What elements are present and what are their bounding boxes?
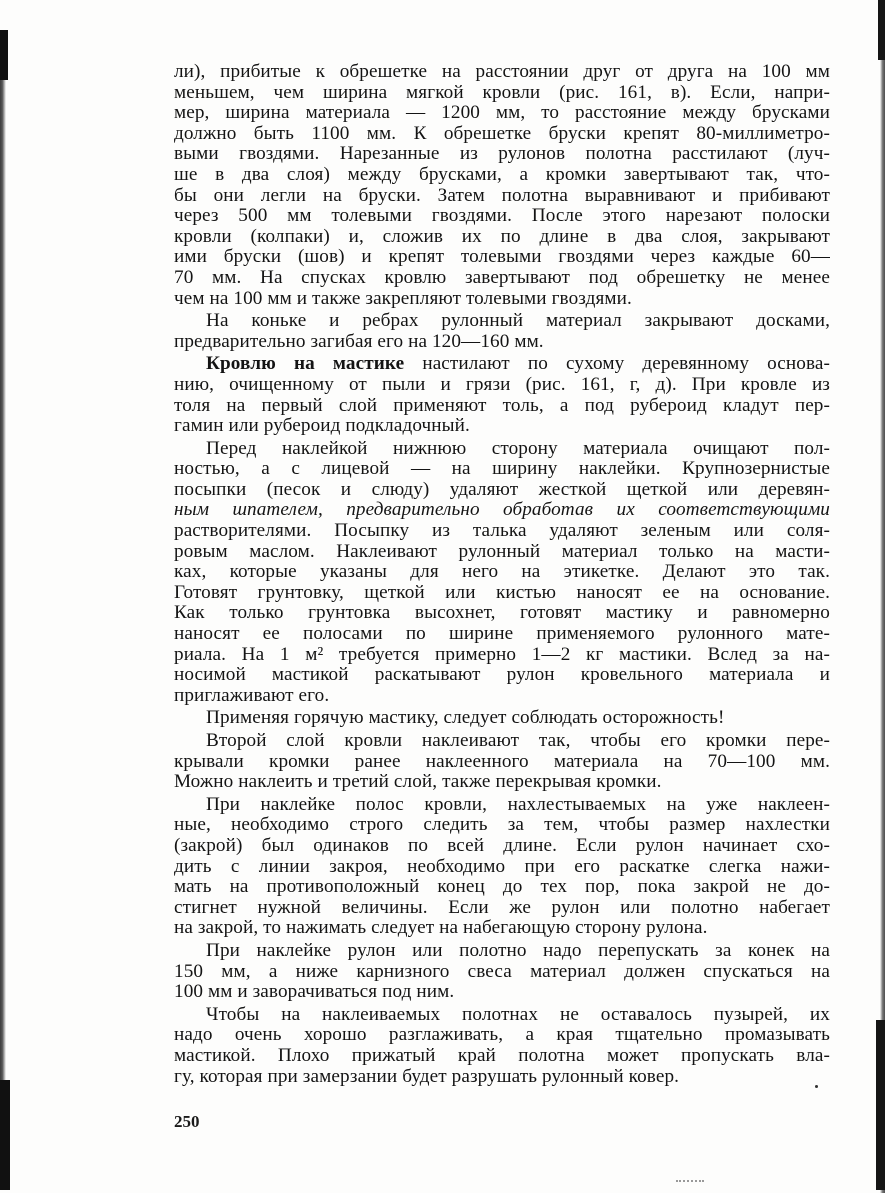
paragraph bbox=[174, 1005, 830, 1087]
scan-left-edge-shadow bbox=[0, 40, 6, 1190]
text-line bbox=[174, 289, 830, 310]
text-run: на закрой, то нажимать следует на набегающую сторону рулона. bbox=[174, 918, 708, 939]
text-line bbox=[174, 815, 830, 836]
text-line bbox=[174, 416, 830, 437]
text-line bbox=[174, 62, 830, 83]
text-run: ими бруски (шов) и крепят толевыми гвоздями через каждые 60— bbox=[174, 247, 830, 268]
text-run: При наклейке полос кровли, нахлестываемых на уже наклеен- bbox=[206, 794, 830, 815]
text-line bbox=[174, 459, 830, 480]
text-run: Готовят грунтовку, щеткой или кистью наносят ее на основание. bbox=[174, 582, 830, 603]
text-run: 70 мм. На спусках кровлю завертывают под обрешетку не менее bbox=[174, 267, 830, 288]
text-run: ках, которые указаны для него на этикетке. Делают это так. bbox=[174, 562, 830, 583]
text-run: риала. На 1 м² требуется примерно 1—2 кг мастики. Вслед за на- bbox=[174, 644, 830, 665]
text-line bbox=[174, 941, 830, 962]
text-line bbox=[174, 686, 830, 707]
paragraph bbox=[174, 708, 830, 729]
text-line bbox=[174, 1025, 830, 1046]
body-text bbox=[174, 62, 830, 1087]
text-run: крывали кромки ранее наклеенного материала на 70—100 мм. bbox=[174, 751, 830, 772]
text-run: толя на первый слой применяют толь, а под рубероид кладут пер- bbox=[174, 395, 830, 416]
text-run: надо очень хорошо разглаживать, а края тщательно промазывать bbox=[174, 1025, 830, 1046]
text-run: (закрой) был одинаков по всей длине. Если рулон начинает схо- bbox=[174, 835, 830, 856]
bold-lead-phrase: Кровлю на мастике bbox=[206, 354, 405, 375]
scan-left-edge-mark bbox=[0, 30, 8, 80]
text-line bbox=[174, 103, 830, 124]
paragraph bbox=[174, 354, 830, 436]
text-line bbox=[174, 227, 830, 248]
text-line bbox=[174, 1005, 830, 1026]
scan-left-edge-mark bbox=[0, 1080, 10, 1190]
paragraph bbox=[174, 439, 830, 707]
text-run: При наклейке рулон или полотно надо перепускать за конек на bbox=[206, 940, 830, 961]
page-number: 250 bbox=[174, 1112, 200, 1131]
text-line bbox=[174, 206, 830, 227]
text-run: гамин или рубероид подкладочный. bbox=[174, 416, 470, 437]
text-run: наносят ее полосами по ширине применяемого рулонного мате- bbox=[174, 624, 830, 645]
text-run: Как только грунтовка высохнет, готовят мастику и равномерно bbox=[174, 603, 830, 624]
text-run: Перед наклейкой нижнюю сторону материала очищают пол- bbox=[206, 438, 830, 459]
text-line bbox=[174, 1067, 830, 1088]
scan-right-edge-mark bbox=[878, 0, 885, 60]
text-line bbox=[174, 354, 830, 375]
text-run: нию, очищенному от пыли и грязи (рис. 161, г, д). При кровле из bbox=[174, 374, 830, 395]
text-run: меньшем, чем ширина мягкой кровли (рис. 161, в). Если, напри- bbox=[174, 82, 830, 103]
text-run: ные, необходимо строго следить за тем, чтобы размер нахлестки bbox=[174, 815, 830, 836]
text-run: предварительно загибая его на 120—160 мм. bbox=[174, 331, 544, 352]
text-run: ным шпателем, предварительно обработав их соответствующими bbox=[174, 500, 830, 521]
paragraph bbox=[174, 731, 830, 793]
text-run: растворителями. Посыпку из талька удаляют зеленым или соля- bbox=[174, 521, 830, 542]
text-run: Применяя горячую мастику, следует соблюдать осторожность! bbox=[206, 708, 725, 729]
text-line bbox=[174, 521, 830, 542]
text-line bbox=[174, 186, 830, 207]
text-line bbox=[174, 165, 830, 186]
text-line bbox=[174, 603, 830, 624]
text-line bbox=[174, 439, 830, 460]
text-run: мастикой. Плохо прижатый край полотна может пропускать вла- bbox=[174, 1045, 830, 1066]
text-run: через 500 мм толевыми гвоздями. После этого нарезают полоски bbox=[174, 206, 830, 227]
text-run: гу, которая при замерзании будет разрушать рулонный ковер. bbox=[174, 1066, 680, 1087]
text-run: 150 мм, а ниже карнизного свеса материал должен спускаться на bbox=[174, 961, 830, 982]
text-line bbox=[174, 772, 830, 793]
text-line bbox=[174, 542, 830, 563]
text-run: Можно наклеить и третий слой, также перекрывая кромки. bbox=[174, 772, 662, 793]
text-line bbox=[174, 645, 830, 666]
text-line bbox=[174, 268, 830, 289]
text-run: стигнет нужной величины. Если же рулон или полотно набегает bbox=[174, 897, 830, 918]
text-line bbox=[174, 1046, 830, 1067]
text-run: Второй слой кровли наклеивают так, чтобы его кромки пере- bbox=[206, 731, 830, 751]
text-line bbox=[174, 877, 830, 898]
text-line bbox=[174, 83, 830, 104]
paragraph bbox=[174, 311, 830, 352]
text-line bbox=[174, 375, 830, 396]
text-run: дить с линии закроя, необходимо при его раскатке слегка нажи- bbox=[174, 856, 830, 877]
text-run: ностью, а с лицевой — на ширину наклейки. Крупнозернистые bbox=[174, 459, 830, 480]
text-line bbox=[174, 962, 830, 983]
text-run: На коньке и ребрах рулонный материал закрывают досками, bbox=[206, 311, 830, 332]
text-run: 100 мм и заворачиваться под ним. bbox=[174, 982, 455, 1003]
text-line bbox=[174, 665, 830, 686]
text-line bbox=[174, 731, 830, 752]
text-run: носимой мастикой раскатывают рулон кровельного материала и bbox=[174, 665, 830, 686]
text-run: бы они легли на бруски. Затем полотна выравнивают и прибивают bbox=[174, 185, 830, 206]
scan-right-edge-mark bbox=[876, 1020, 885, 1190]
text-line bbox=[174, 124, 830, 145]
text-line bbox=[174, 918, 830, 939]
text-line bbox=[174, 795, 830, 816]
text-line bbox=[174, 624, 830, 645]
paragraph bbox=[174, 62, 830, 309]
text-run: ли), прибитые к обрешетке на расстоянии друг от друга на 100 мм bbox=[174, 62, 830, 82]
text-run: мер, ширина материала — 1200 мм, то расстояние между брусками bbox=[174, 103, 830, 124]
text-line bbox=[174, 144, 830, 165]
text-run: ровым маслом. Наклеивают рулонный материал только на масти- bbox=[174, 541, 830, 562]
text-line bbox=[174, 500, 830, 521]
text-run: посыпки (песок и слюду) удаляют жесткой щеткой или деревян- bbox=[174, 479, 830, 500]
scan-right-edge-shadow bbox=[880, 0, 885, 1193]
paragraph bbox=[174, 795, 830, 939]
text-run: кровли (колпаки) и, сложив их по длине в два слоя, закрывают bbox=[174, 226, 830, 247]
text-line bbox=[174, 562, 830, 583]
text-run: чем на 100 мм и также закрепляют толевыми гвоздями. bbox=[174, 288, 632, 309]
text-line bbox=[174, 480, 830, 501]
text-line bbox=[174, 396, 830, 417]
text-line bbox=[174, 332, 830, 353]
paragraph bbox=[174, 941, 830, 1003]
text-line bbox=[174, 311, 830, 332]
text-run: приглаживают его. bbox=[174, 685, 330, 706]
text-run: выми гвоздями. Нарезанные из рулонов полотна расстилают (луч- bbox=[174, 144, 830, 165]
text-line bbox=[174, 752, 830, 773]
text-line bbox=[174, 982, 830, 1003]
text-run: ше в два слоя) между брусками, а кромки завертывают так, что- bbox=[174, 164, 830, 185]
text-run: Чтобы на наклеиваемых полотнах не оставалось пузырей, их bbox=[206, 1004, 830, 1025]
scan-dot-artifact bbox=[676, 1180, 704, 1184]
text-line bbox=[174, 247, 830, 268]
text-run: мать на противоположный конец до тех пор, пока закрой не до- bbox=[174, 877, 830, 898]
text-line bbox=[174, 836, 830, 857]
text-line bbox=[174, 708, 830, 729]
text-line bbox=[174, 583, 830, 604]
text-run: должно быть 1100 мм. К обрешетке бруски крепят 80-миллиметро- bbox=[174, 123, 830, 144]
text-line bbox=[174, 857, 830, 878]
text-line bbox=[174, 898, 830, 919]
text-run: настилают по сухому деревянному основа- bbox=[404, 354, 830, 375]
